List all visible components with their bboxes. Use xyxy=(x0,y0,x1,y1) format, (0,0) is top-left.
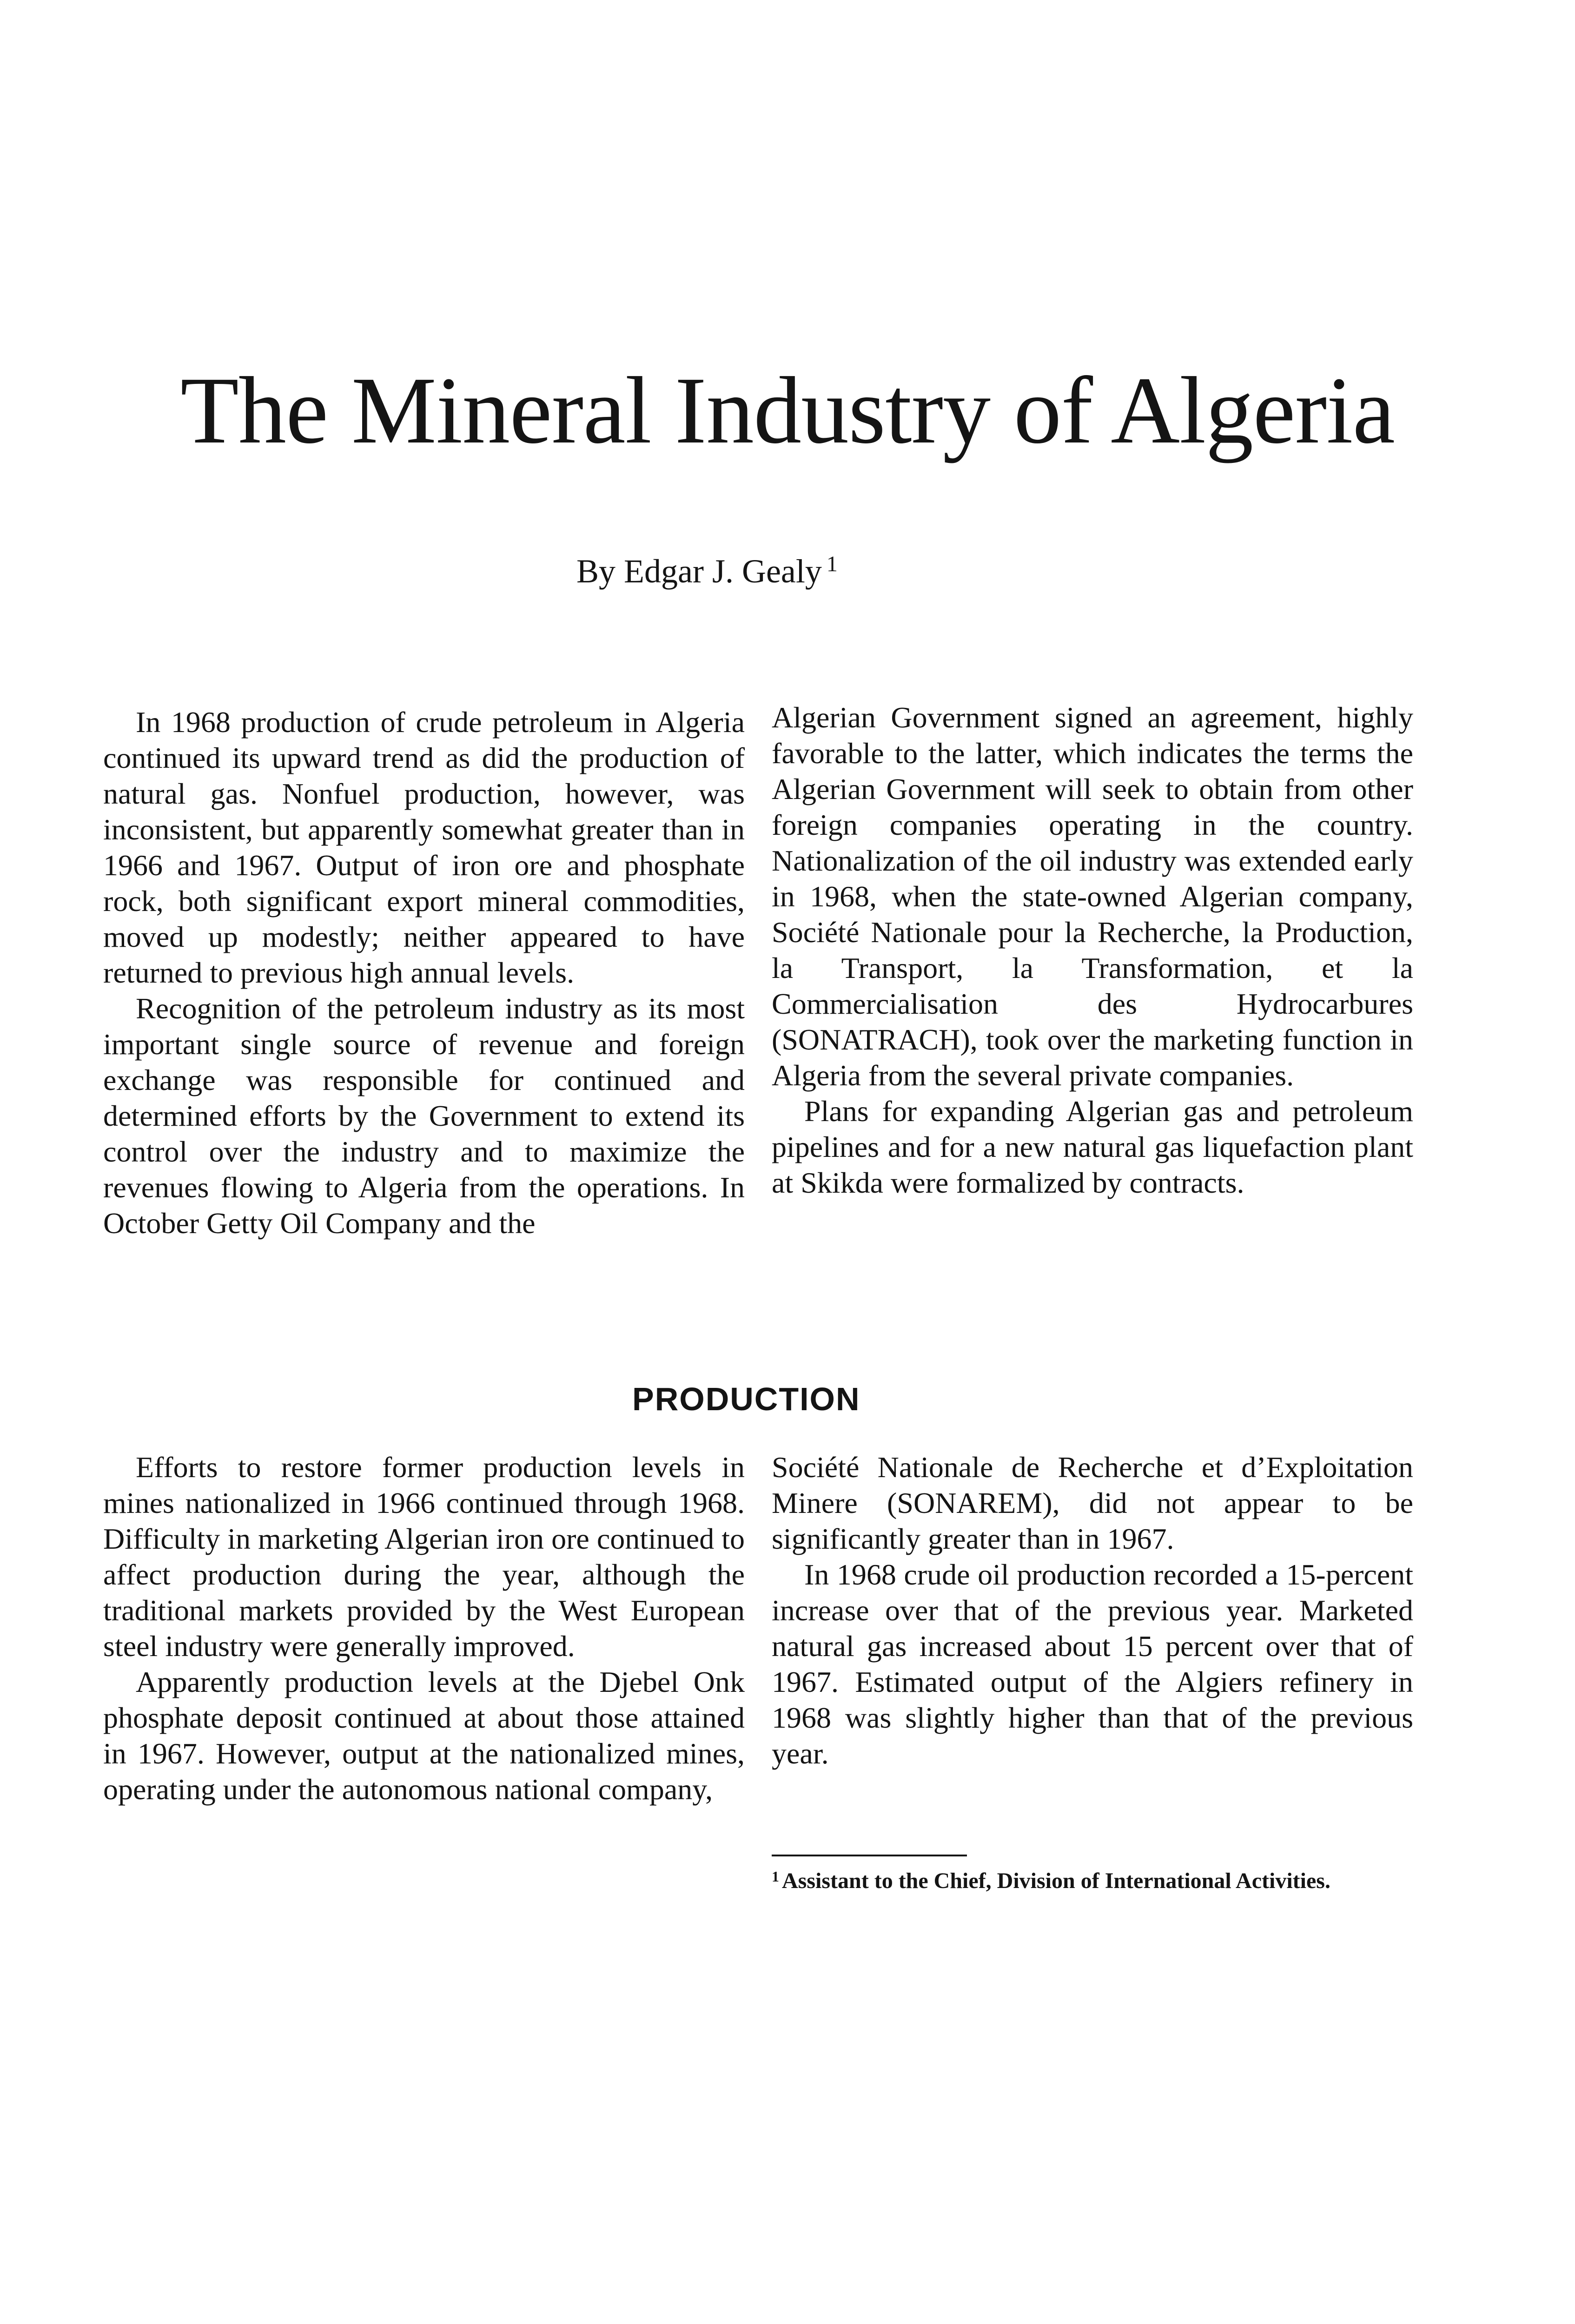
section-heading-production: PRODUCTION xyxy=(632,1381,860,1417)
footnote-mark: 1 xyxy=(772,1868,779,1885)
paragraph: Apparently production levels at the Djebel Onk phosphate deposit continued at about those attained in 1967. However, output at the nationalized mines, operating under the autonomous national company, xyxy=(103,1665,745,1806)
production-left-column xyxy=(103,1449,745,1807)
author-name: By Edgar J. Gealy xyxy=(576,553,822,590)
page-title: The Mineral Industry of Algeria xyxy=(180,357,1395,463)
paragraph: In 1968 production of crude petroleum in Algeria continued its upward trend as did the production of natural gas. Nonfuel production, however, was inconsistent, but apparently somewhat greater than in 1966 and 1967. Output of iron ore and phosphate rock, both significant export mineral commodities, moved up modestly; neither appeared to have returned to previous high annual levels. xyxy=(103,706,745,989)
production-right-column xyxy=(772,1449,1413,1771)
footnote-text: Assistant to the Chief, Division of International Activities. xyxy=(782,1868,1330,1893)
paragraph: In 1968 crude oil production recorded a 15-percent increase over that of the previous year. Marketed natural gas increased about 15 percent over that of 1967. Estimated output of the Algiers refinery in 1968 was slightly higher than that of the previous year. xyxy=(772,1558,1413,1770)
paragraph: Plans for expanding Algerian gas and petroleum pipelines and for a new natural gas liquefaction plant at Skikda were formalized by contracts. xyxy=(772,1095,1413,1199)
paragraph-continued: Algerian Government signed an agreement, highly favorable to the latter, which indicates the terms the Algerian Government will seek to obtain from other foreign companies operating in the country. Nationalization of the oil industry was extended early in 1968, when the state-owned Algerian company, Société Nationale pour la Recherche, la Production, la Transport, la Transformation, et la Commercialisation des Hydrocarbures (SONATRACH), took over the marketing function in Algeria from the several private companies. xyxy=(772,701,1413,1092)
intro-left-column xyxy=(103,704,745,1241)
paragraph: Efforts to restore former production levels in mines nationalized in 1966 continued through 1968. Difficulty in marketing Algerian iron ore continued to affect production during the year, although the traditional markets provided by the West European steel industry were generally improved. xyxy=(103,1451,745,1663)
footnote xyxy=(772,1864,1413,1894)
intro-right-column xyxy=(772,700,1413,1201)
byline xyxy=(576,553,838,588)
paragraph-continued: Société Nationale de Recherche et d’Exploitation Minere (SONAREM), did not appear to be significantly greater than in 1967. xyxy=(772,1451,1413,1555)
footnote-marker: 1 xyxy=(826,552,838,576)
footnote-divider xyxy=(772,1855,967,1856)
paragraph: Recognition of the petroleum industry as its most important single source of revenue and foreign exchange was responsible for continued and determined efforts by the Government to extend its control over the industry and to maximize the revenues flowing to Algeria from the operations. In October Getty Oil Company and the xyxy=(103,992,745,1240)
